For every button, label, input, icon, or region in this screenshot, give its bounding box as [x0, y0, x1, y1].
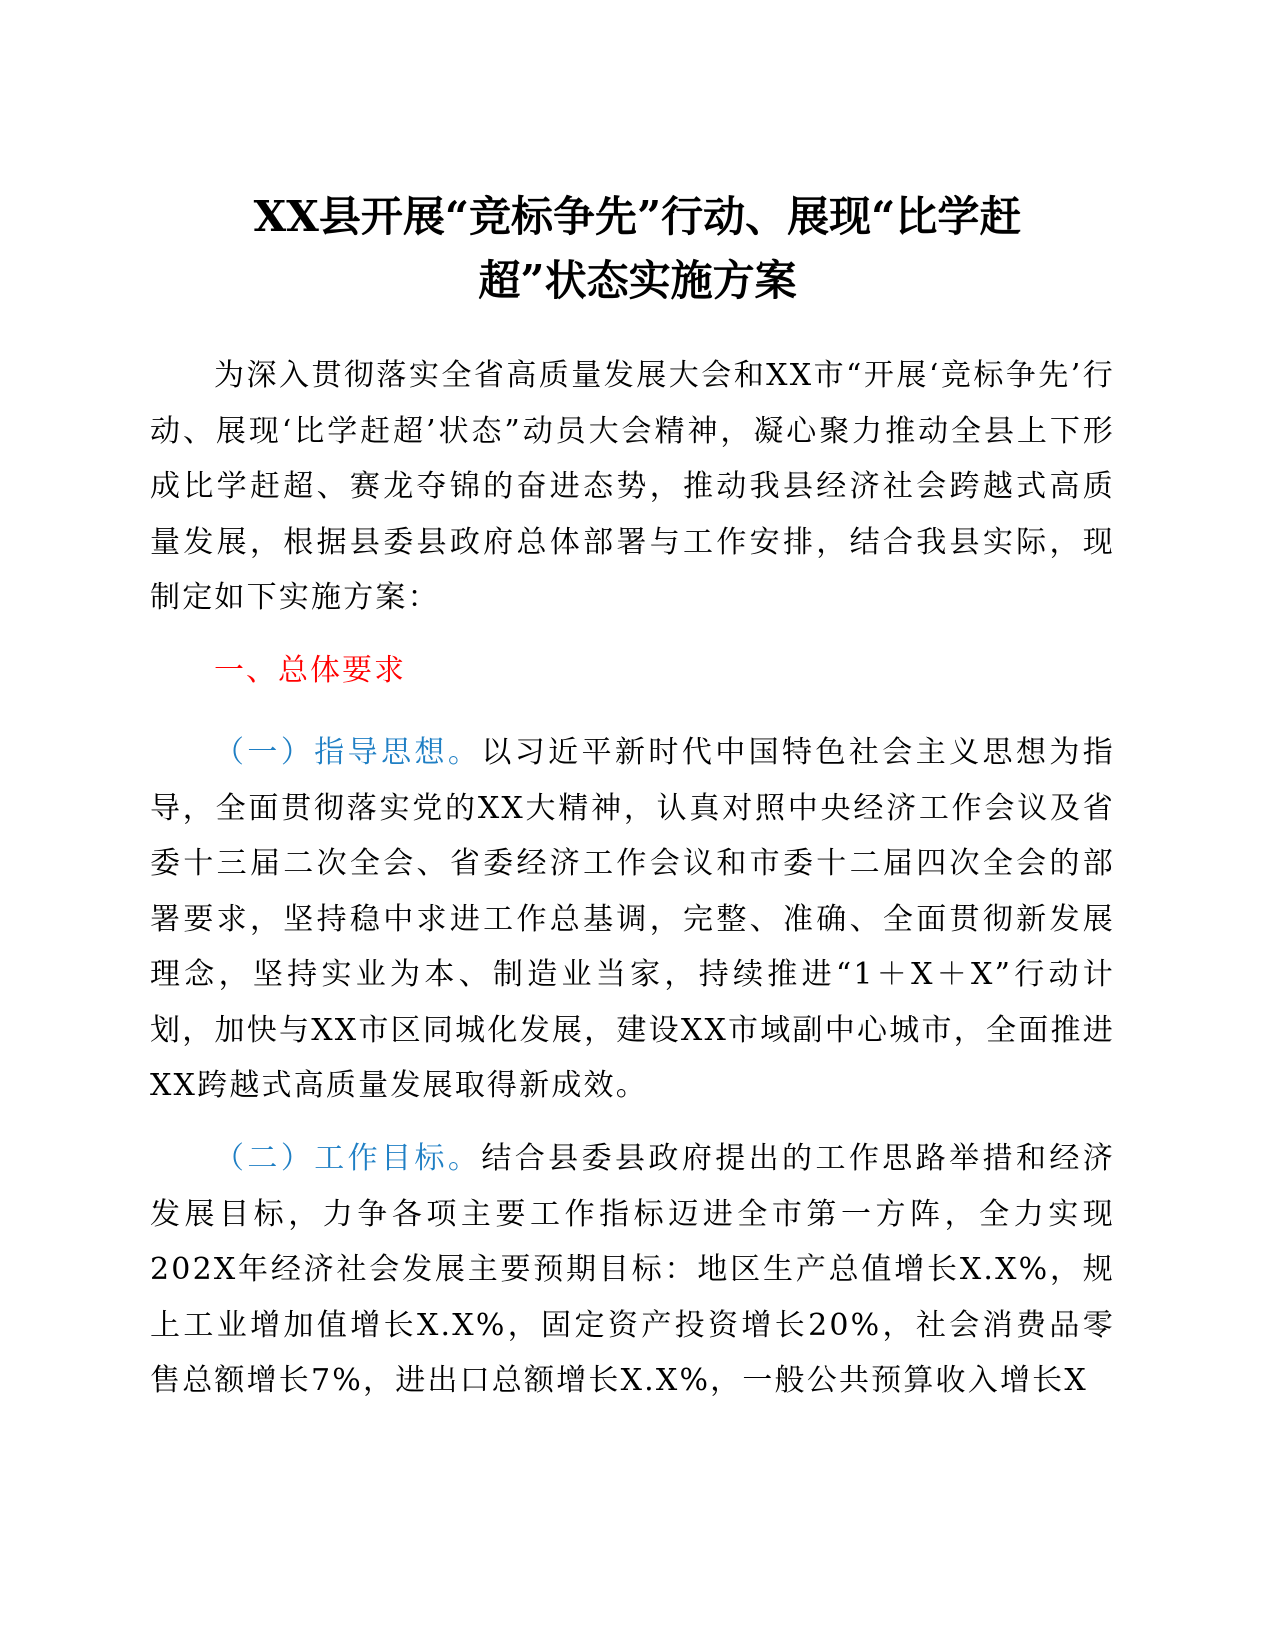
document-title-line-1: XX县开展“竞标争先”行动、展现“比学赶 [253, 192, 1022, 241]
paragraph-work-objectives-text: 结合县委县政府提出的工作思路举措和经济发展目标，力争各项主要工作指标迈进全市第一方阵，全力实现202X年经济社会发展主要预期目标：地区生产总值增长X.X%，规上工业增加值增长X.X%，固定资产投资增长20%，社会消费品零售总额增长7%，进出口总额增长X.X%，一般公共预算收入增长X [150, 1141, 1115, 1398]
section-heading-general-requirements: 一、总体要求 [214, 653, 406, 688]
paragraph-guiding-ideology-text: 以习近平新时代中国特色社会主义思想为指导，全面贯彻落实党的XX大精神，认真对照中央经济工作会议及省委十三届二次全会、省委经济工作会议和市委十二届四次全会的部署要求，坚持稳中求进工作总基调，完整、准确、全面贯彻新发展理念，坚持实业为本、制造业当家，持续推进“1＋X＋X”行动计划，加快与XX市区同城化发展，建设XX市域副中心城市，全面推进XX跨越式高质量发展取得新成效。 [150, 735, 1115, 1103]
document-title-line-2: 超”状态实施方案 [478, 256, 797, 305]
paragraph-work-objectives [150, 1131, 1115, 1409]
intro-paragraph: 为深入贯彻落实全省高质量发展大会和XX市“开展‘竞标争先’行动、展现‘比学赶超’状态”动员大会精神，凝心聚力推动全县上下形成比学赶超、赛龙夺锦的奋进态势，推动我县经济社会跨越式高质量发展，根据县委县政府总体部署与工作安排，结合我县实际，现制定如下实施方案： [150, 358, 1115, 615]
subheading-work-objectives: （二）工作目标。 [214, 1141, 482, 1176]
paragraph-guiding-ideology [150, 725, 1115, 1114]
subheading-guiding-ideology: （一）指导思想。 [214, 735, 482, 770]
document-title [150, 185, 1125, 313]
